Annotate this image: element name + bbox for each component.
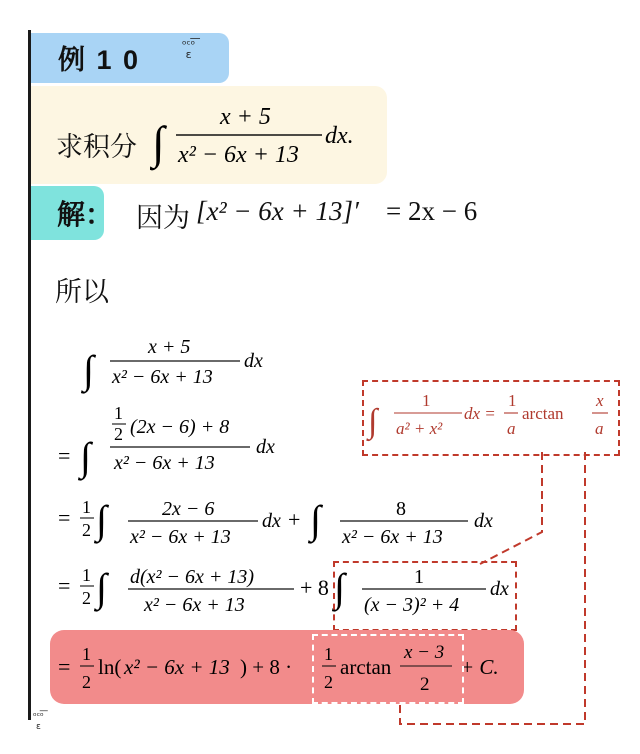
svg-text:+: + xyxy=(288,507,301,532)
because-text: 因为 xyxy=(136,203,190,234)
derivative-lhs: [x² − 6x + 13]′ xyxy=(196,196,359,226)
problem-integral xyxy=(150,96,380,178)
svg-text:x² − 6x + 13: x² − 6x + 13 xyxy=(124,655,230,679)
svg-text:x: x xyxy=(596,391,604,410)
svg-text:∫: ∫ xyxy=(310,497,321,542)
svg-text:1: 1 xyxy=(414,566,424,588)
svg-text:+ C.: + C. xyxy=(460,655,499,679)
formula-hint xyxy=(364,382,616,452)
svg-text:1: 1 xyxy=(114,403,123,423)
svg-text:arctan: arctan xyxy=(340,655,392,679)
svg-text:1: 1 xyxy=(82,644,91,664)
svg-text:d(x² − 6x + 13): d(x² − 6x + 13) xyxy=(130,566,255,588)
svg-text:1: 1 xyxy=(324,644,333,664)
svg-text:x − 3: x − 3 xyxy=(404,642,445,663)
cute-face-icon: ᵒᶜᵒ͞ ε xyxy=(182,38,196,61)
svg-text:x² − 6x + 13: x² − 6x + 13 xyxy=(114,452,215,474)
svg-text:8: 8 xyxy=(396,498,406,520)
svg-text:∫: ∫ xyxy=(83,347,94,392)
cute-face-icon-small: ᵒᶜᵒ͞ ε xyxy=(33,712,44,732)
problem-denominator: x² − 6x + 13 xyxy=(178,142,299,168)
svg-text:a: a xyxy=(595,419,604,438)
problem-dx: dx. xyxy=(325,123,354,149)
svg-text:dx: dx xyxy=(474,510,493,532)
solution-label: 解： xyxy=(57,198,114,231)
svg-text:2: 2 xyxy=(82,672,91,692)
svg-text:dx: dx xyxy=(256,436,275,458)
svg-text:x² − 6x + 13: x² − 6x + 13 xyxy=(112,366,213,388)
svg-text:+ 8: + 8 xyxy=(300,575,329,600)
svg-text:x² − 6x + 13: x² − 6x + 13 xyxy=(342,526,443,548)
step-2 xyxy=(58,403,275,481)
svg-text:dx: dx xyxy=(244,350,263,372)
svg-text:ln(: ln( xyxy=(98,655,122,679)
svg-text:a² + x²: a² + x² xyxy=(396,419,443,438)
svg-text:∫: ∫ xyxy=(152,117,165,168)
svg-text:=: = xyxy=(58,443,71,468)
svg-text:x² − 6x + 13: x² − 6x + 13 xyxy=(130,526,231,548)
svg-text:=: = xyxy=(58,654,71,679)
svg-text:2: 2 xyxy=(82,588,91,608)
svg-text:1: 1 xyxy=(508,391,517,410)
svg-text:2x − 6: 2x − 6 xyxy=(162,498,215,520)
svg-text:=: = xyxy=(58,573,71,598)
svg-text:dx: dx xyxy=(262,510,281,532)
svg-text:(2x − 6) + 8: (2x − 6) + 8 xyxy=(130,416,230,438)
svg-text:x² − 6x + 13: x² − 6x + 13 xyxy=(144,594,245,616)
svg-text:arctan: arctan xyxy=(522,404,564,423)
svg-text:a: a xyxy=(507,419,516,438)
svg-text:x + 5: x + 5 xyxy=(148,336,191,358)
svg-text:1: 1 xyxy=(422,391,431,410)
svg-text:dx: dx xyxy=(490,578,509,600)
arctan-highlight-box xyxy=(312,634,464,704)
derivative-rhs: = 2x − 6 xyxy=(386,196,478,226)
therefore-text: 所以 xyxy=(55,277,109,308)
svg-text:=: = xyxy=(58,505,71,530)
svg-text:2: 2 xyxy=(82,520,91,540)
step-1 xyxy=(80,336,263,394)
svg-text:) + 8 ·: ) + 8 · xyxy=(240,655,293,679)
svg-text:1: 1 xyxy=(82,497,91,517)
svg-text:1: 1 xyxy=(82,565,91,585)
example-title: 例 1 0 xyxy=(58,45,141,75)
problem-prompt: 求积分 xyxy=(56,132,137,163)
svg-text:2: 2 xyxy=(324,672,333,692)
svg-text:∫: ∫ xyxy=(80,434,91,479)
svg-text:2: 2 xyxy=(114,424,123,444)
svg-text:dx =: dx = xyxy=(464,404,496,423)
svg-text:2: 2 xyxy=(420,674,430,695)
svg-text:∫: ∫ xyxy=(96,565,107,610)
svg-text:∫: ∫ xyxy=(334,565,345,610)
problem-numerator: x + 5 xyxy=(220,104,271,130)
svg-text:∫: ∫ xyxy=(368,403,378,440)
svg-text:∫: ∫ xyxy=(96,497,107,542)
svg-text:(x − 3)² + 4: (x − 3)² + 4 xyxy=(364,594,460,616)
